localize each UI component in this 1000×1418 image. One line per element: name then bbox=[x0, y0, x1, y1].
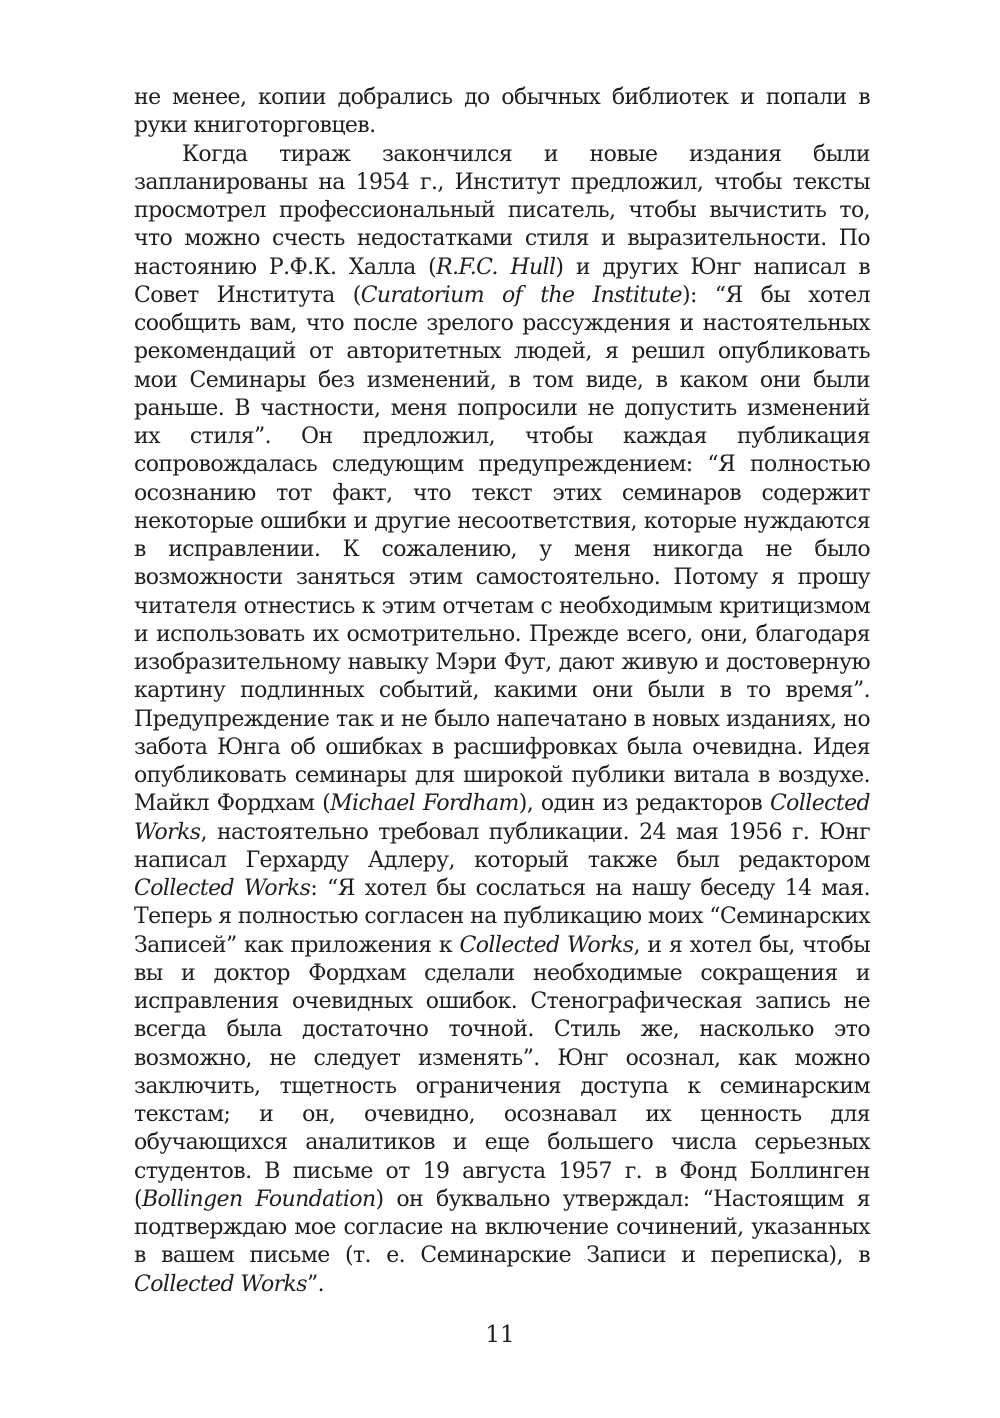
body-text bbox=[134, 84, 870, 1299]
paragraph-segment: , настоятельно требовал публикации. 24 мая 1956 г. Юнг написал Герхарду Адлеру, который также был редактором bbox=[134, 819, 870, 873]
paragraph-segment: не менее, копии добрались до обычных библиотек и попали в руки книготорговцев. bbox=[134, 85, 870, 139]
italic-segment: Collected Works bbox=[459, 932, 634, 958]
paragraph-1 bbox=[134, 84, 870, 141]
paragraph-segment: : “Я хотел бы сослаться на нашу беседу 14 мая. Теперь я полностью согласен на публикацию моих “Семинарских Записей” как приложения к bbox=[134, 876, 870, 958]
italic-segment: Michael Fordham bbox=[330, 791, 519, 817]
paragraph-segment: Когда тираж закончился и новые издания были запланированы на 1954 г., Институт предложил, чтобы тексты просмотрел профессиональный писатель, чтобы вычистить то, что можно счесть недостатками стиля и выразительности. По настоянию Р.Ф.К. Халла ( bbox=[134, 141, 870, 280]
paragraph-2 bbox=[134, 141, 870, 1299]
italic-segment: Bollingen Foundation bbox=[141, 1186, 376, 1212]
italic-segment: Collected Works bbox=[134, 876, 311, 901]
paragraph-segment: ) и других Юнг написал в Совет Института ( bbox=[134, 254, 870, 308]
italic-segment: Collected Works bbox=[134, 1271, 307, 1297]
italic-segment: Curatorium of the Institute bbox=[360, 282, 682, 308]
page-number: 11 bbox=[485, 1322, 515, 1348]
paragraph-segment: , и я хотел бы, чтобы вы и доктор Фордхам сделали необходимые сокращения и исправления очевидных ошибок. Стенографическая запись не всегда была достаточно точной. Стиль же, насколько это возможно, не следует изменять”. Юнг осознал, как можно заключить, тщетность ограничения доступа к семинарским текстам; и он, очевидно, осознавал их ценность для обучающихся аналитиков и еще большего числа серьезных студентов. В письме от 19 августа 1957 г. в Фонд Боллинген ( bbox=[134, 932, 871, 1212]
paragraph-segment: ”. bbox=[306, 1271, 324, 1297]
italic-segment: R.F.C. Hull bbox=[436, 254, 556, 280]
paragraph-segment: ): “Я бы хотел сообщить вам, что после зрелого рассуждения и настоятельных рекомендаций от авторитетных людей, я решил опубликовать мои Семинары без изменений, в том виде, в каком они были раньше. В частности, меня попросили не допустить изменений их стиля”. Он предложил, чтобы каждая публикация сопровождалась следующим предупреждением: “Я полностью осознанию тот факт, что текст этих семинаров содержит некоторые ошибки и другие несоответствия, которые нуждаются в исправлении. К сожалению, у меня никогда не было возможности заняться этим самостоятельно. Потому я прошу читателя отнестись к этим отчетам с необходимым критицизмом и использовать их осмотрительно. Прежде всего, они, благодаря изобразительному навыку Мэри Фут, дают живую и достоверную картину подлинных событий, какими они были в то время”. Предупреждение так и не было напечатано в новых изданиях, но забота Юнга об ошибках в расшифровках была очевидна. Идея опубликовать семинары для широкой публики витала в воздухе. Майкл Фордхам ( bbox=[134, 282, 871, 817]
paragraph-segment: ) он буквально утверждал: “Настоящим я подтверждаю мое согласие на включение сочинений, указанных в вашем письме (т. е. Семинарские Записи и переписка), в bbox=[134, 1186, 871, 1269]
paragraph-segment: ), один из редакторов bbox=[518, 791, 770, 817]
italic-segment: Collected Works bbox=[134, 791, 870, 845]
